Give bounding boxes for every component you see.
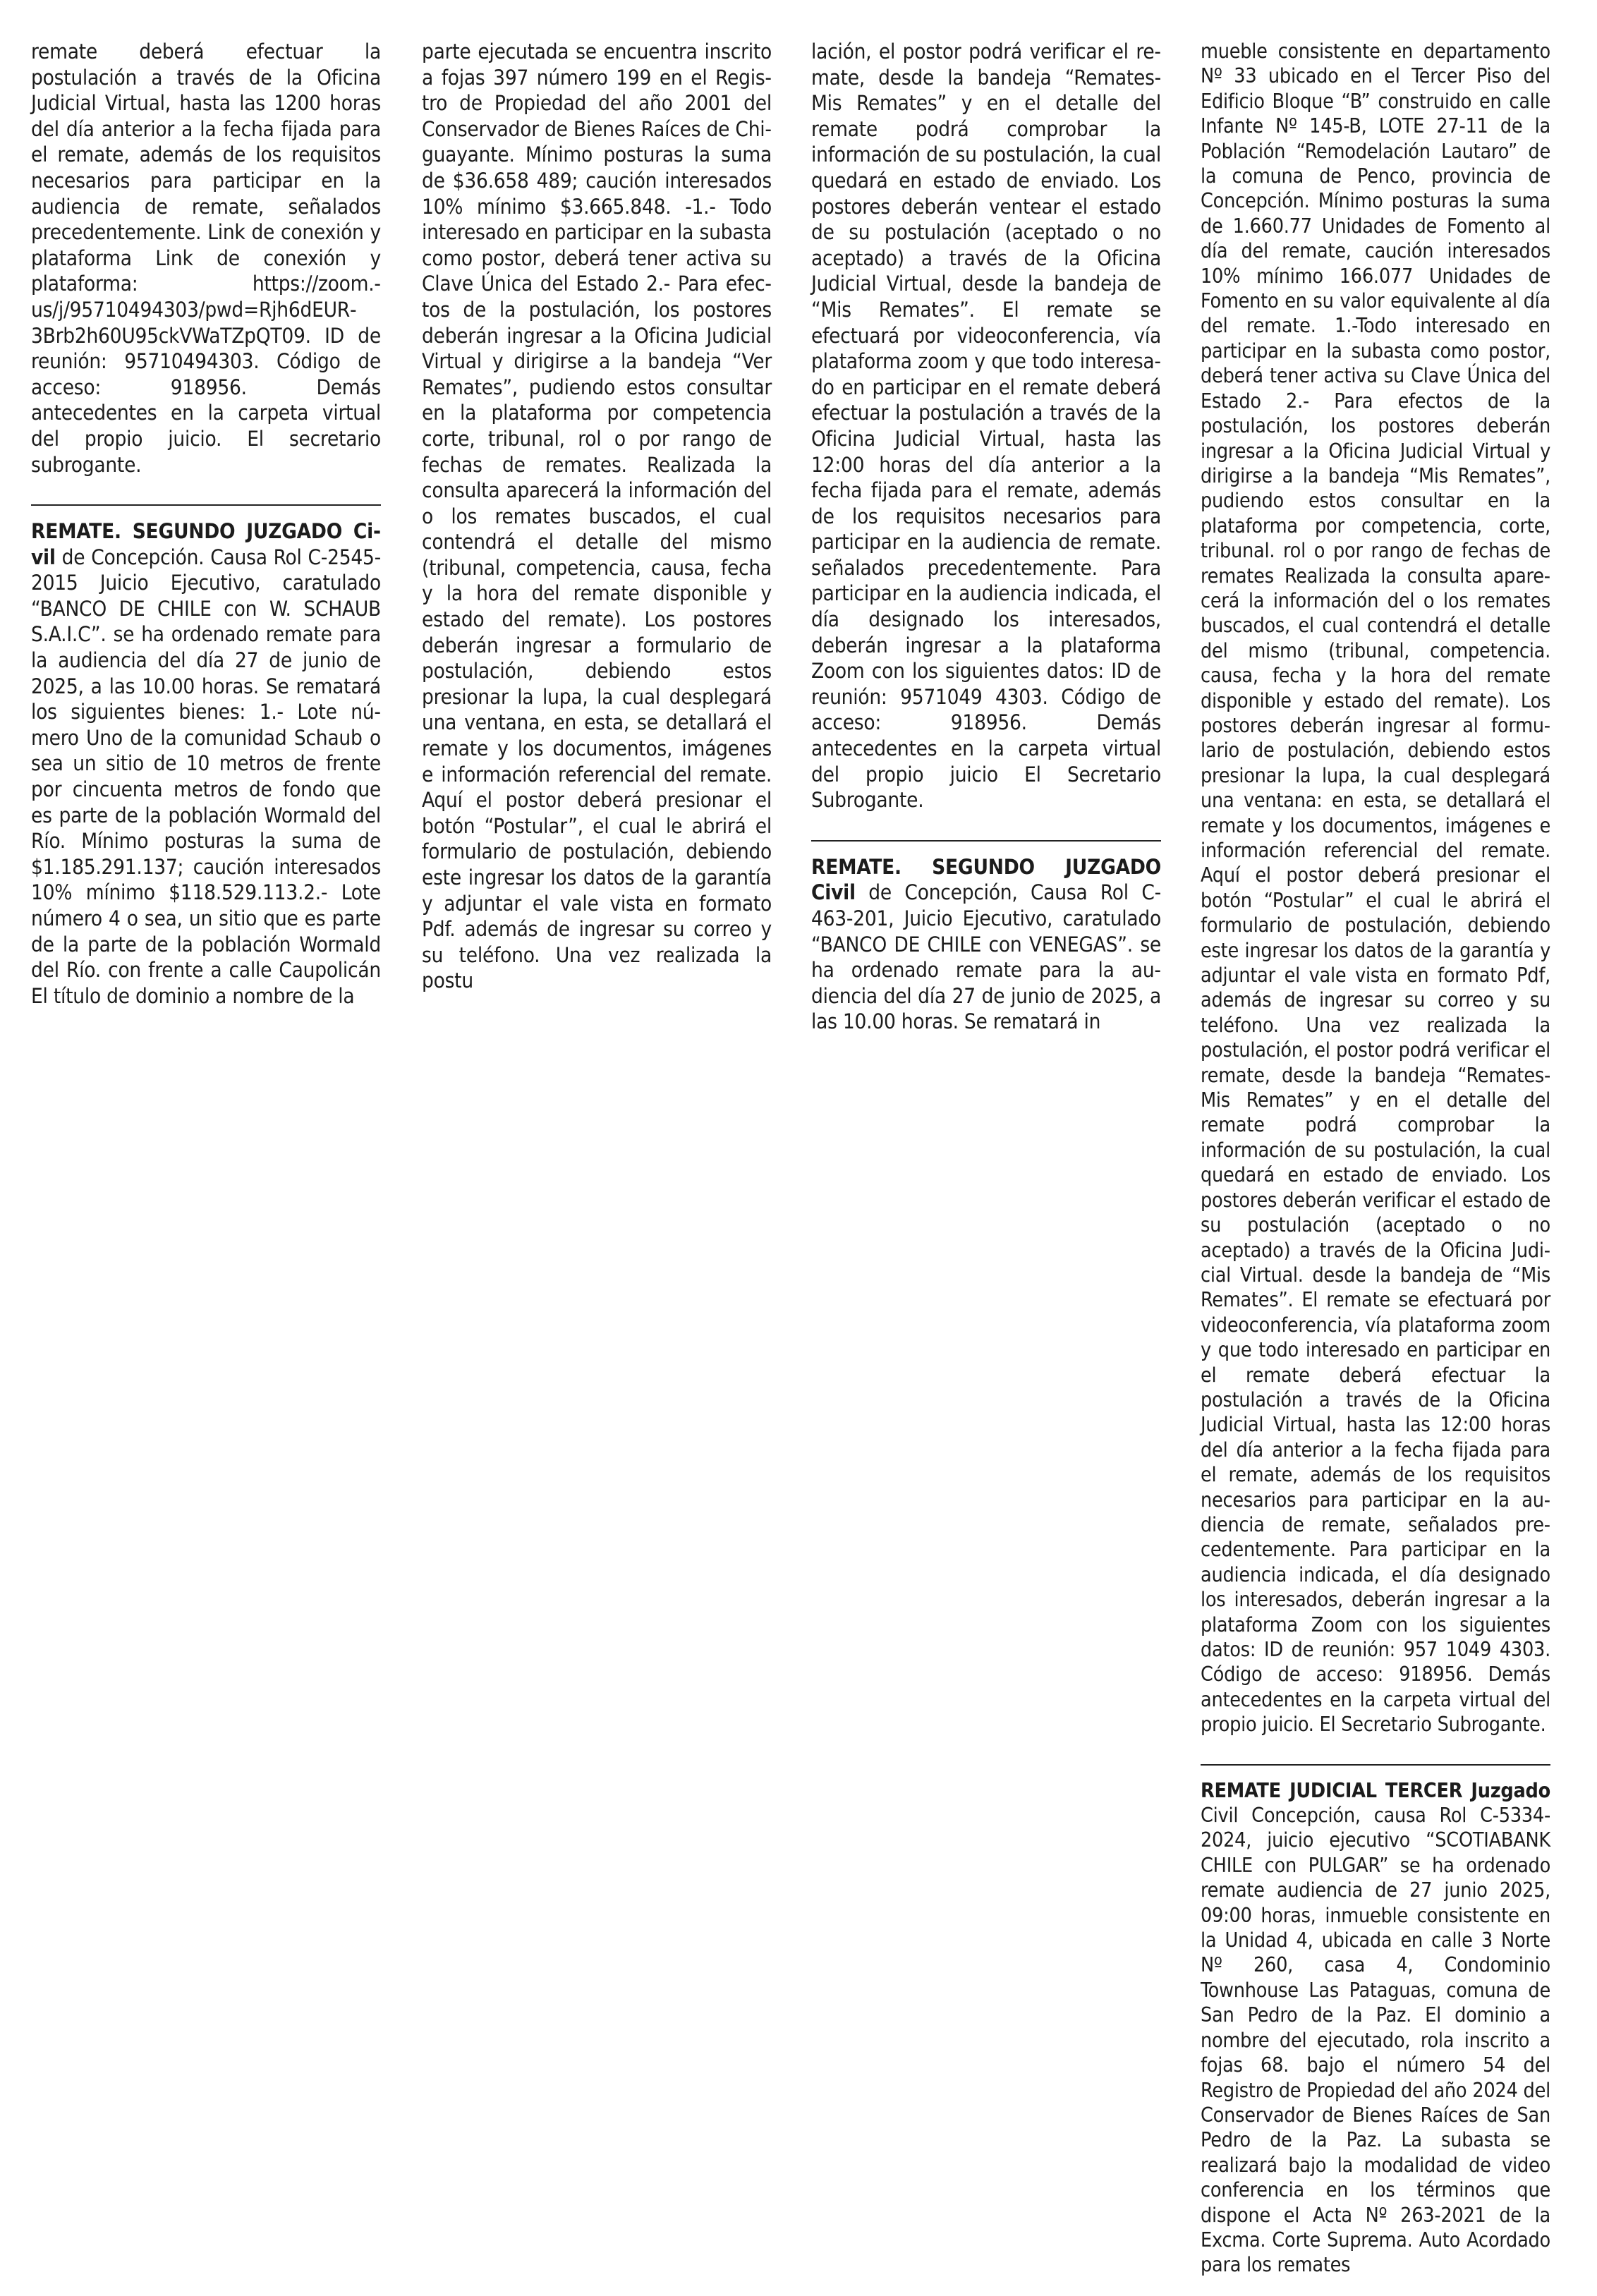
column-4 [1201,39,1550,2278]
notice-body: de Concepción, Causa Rol C-463-201, Juicio Ejecutivo, caratulado “BANCO DE CHILE con VENEGAS”. se ha ordenado remate para la audiencia del día 27 de junio de 2025, a las 10.00 horas. Se rematará in [811,880,1161,1034]
notice-continuation: mueble consistente en departamento Nº 33 ubicado en el Tercer Piso del Edificio Bloque “B” construido en calle Infante Nº 145-B, LOTE 27-11 de la Población “Remodelación Lautaro” de la comuna de Penco, provincia de Concepción. Mínimo posturas la suma de 1.660.77 Unidades de Fomento al día del remate, caución interesados 10% mínimo 166.077 Unidades de Fomento en su valor equivalente al día del remate. 1.-Todo interesado en participar en la subasta como postor, deberá tener activa su Clave Única del Estado 2.- Para efectos de la postulación, los postores deberán ingresar a la Oficina Judicial Virtual y dirigirse a la bandeja “Mis Remates”, pudiendo estos consultar en la plataforma por competencia, corte, tribunal. rol o por rango de fechas de remates Realizada la consulta aparecerá la información del o los remates buscados, el cual contendrá el detalle del mismo (tribunal, competencia. causa, fecha y la hora del remate disponible y estado del remate). Los postores deberán ingresar al formulario de postulación, debiendo estos presionar la lupa, la cual desplegará una ventana: en esta, se detallará el remate y los documentos, imágenes e información referencial del remate. Aquí el postor deberá presionar el botón “Postular” el cual le abrirá el formulario de postulación, debiendo este ingresar los datos de la garantía y adjuntar el vale vista en formato Pdf, además de ingresar su correo y su teléfono. Una vez realizada la postulación, el postor podrá verificar el remate, desde la bandeja “Remates- Mis Remates” y en el detalle del remate podrá comprobar la información de su postulación, la cual quedará en estado de enviado. Los postores deberán verificar el estado de su postulación (aceptado o no aceptado) a través de la Oficina Judicial Virtual. desde la bandeja de “Mis Remates”. El remate se efectuará por videoconferencia, vía plataforma zoom y que todo interesado en participar en el remate deberá efectuar la postulación a través de la Oficina Judicial Virtual, hasta las 12:00 horas del día anterior a la fecha fijada para el remate, además de los requisitos necesarios para participar en la audiencia de remate, señalados precedentemente. Para participar en la audiencia indicada, el día designado los interesados, deberán ingresar a la plataforma Zoom con los siguientes datos: ID de reunión: 957 1049 4303. Código de acceso: 918956. Demás antecedentes en la carpeta virtual del propio juicio. El Secretario Subrogante. [1201,40,1550,1737]
notice-heading: REMATE. SEGUNDO JUZGADO Civil [31,519,381,569]
notice-body: de Concepción. Causa Rol C-2545-2015 Juicio Ejecutivo, caratulado “BANCO DE CHILE con W. SCHAUB S.A.I.C”. se ha ordenado remate para la audiencia del día 27 de junio de 2025, a las 10.00 horas. Se rematará los siguientes bienes: 1.- Lote número Uno de la comunidad Schaub o sea un sitio de 10 metros de frente por cincuenta metros de fondo que es parte de la población Wormald del Río. Mínimo posturas la suma de $1.185.291.137; caución interesados 10% mínimo $118.529.113.2.- Lote número 4 o sea, un sitio que es parte de la parte de la población Wormald del Río. con frente a calle Caupolicán El título de dominio a nombre de la [31,545,381,1008]
notice-divider [31,504,381,506]
notice-heading: REMATE JUDICIAL TERCER Juzgado [1201,1778,1550,1802]
notice-divider [1201,1764,1550,1766]
column-1 [31,39,381,1009]
notice-divider [811,840,1161,842]
legal-notice [811,854,1161,1035]
notice-continuation: parte ejecutada se encuentra inscrito a fojas 397 número 199 en el Registro de Propiedad del año 2001 del Conservador de Bienes Raíces de Chiguayante. Mínimo posturas la suma de $36.658 489; caución interesados 10% mínimo $3.665.848. -1.- Todo interesado en participar en la subasta como postor, deberá tener activa su Clave Única del Estado 2.- Para efectos de la postulación, los postores deberán ingresar a la Oficina Judicial Virtual y dirigirse a la bandeja “Ver Remates”, pudiendo estos consultar en la plataforma por competencia corte, tribunal, rol o por rango de fechas de remates. Realizada la consulta aparecerá la información del o los remates buscados, el cual contendrá el detalle del mismo (tribunal, competencia, causa, fecha y la hora del remate disponible y estado del remate). Los postores deberán ingresar a formulario de postulación, debiendo estos presionar la lupa, la cual desplegará una ventana, en esta, se detallará el remate y los documentos, imágenes e información referencial del remate. Aquí el postor deberá presionar el botón “Postular”, el cual le abrirá el formulario de postulación, debiendo este ingresar los datos de la garantía y adjuntar el vale vista en formato Pdf. además de ingresar su correo y su teléfono. Una vez realizada la postu [422,40,772,993]
notice-continuation: remate deberá efectuar la postulación a través de la Oficina Judicial Virtual, hasta las 1200 horas del día anterior a la fecha fijada para el remate, además de los requisitos necesarios para participar en la audiencia de remate, señalados precedentemente. Link de conexión y plataforma Link de conexión y plataforma: https://zoom.us/j/95710494303/pwd=Rjh6dEUR3Brb2h60U95ckVWaTZpQT09. ID de reunión: 95710494303. Código de acceso: 918956. Demás antecedentes en la carpeta virtual del propio juicio. El secretario subrogante. [31,40,381,477]
notice-heading: REMATE. SEGUNDO JUZGADO Civil [811,854,1161,905]
legal-notice [1201,1778,1550,2278]
notice-body: Civil Concepción, causa Rol C-5334-2024, juicio ejecutivo “SCOTIABANK CHILE con PULGAR” se ha ordenado remate audiencia de 27 junio 2025, 09:00 horas, inmueble consistente en la Unidad 4, ubicada en calle 3 Norte Nº 260, casa 4, Condominio Townhouse Las Pataguas, comuna de San Pedro de la Paz. El dominio a nombre del ejecutado, rola inscrito a fojas 68. bajo el número 54 del Registro de Propiedad del año 2024 del Conservador de Bienes Raíces de San Pedro de la Paz. La subasta se realizará bajo la modalidad de video conferencia en los términos que dispone el Acta Nº 263-2021 de la Excma. Corte Suprema. Auto Acordado para los remates [1201,1804,1550,2277]
column-3 [811,39,1161,1035]
column-2 [422,39,772,994]
notice-continuation: lación, el postor podrá verificar el remate, desde la bandeja “Remates- Mis Remates” y en el detalle del remate podrá comprobar la información de su postulación, la cual quedará en estado de enviado. Los postores deberán ventear el estado de su postulación (aceptado o no aceptado) a través de la Oficina Judicial Virtual, desde la bandeja de “Mis Remates”. El remate se efectuará por videoconferencia, vía plataforma zoom y que todo interesado en participar en el remate deberá efectuar la postulación a través de la Oficina Judicial Virtual, hasta las 12:00 horas del día anterior a la fecha fijada para el remate, además de los requisitos necesarios para participar en la audiencia de remate. señalados precedentemente. Para participar en la audiencia indicada, el día designado los interesados, deberán ingresar a la plataforma Zoom con los siguientes datos: ID de reunión: 9571049 4303. Código de acceso: 918956. Demás antecedentes en la carpeta virtual del propio juicio El Secretario Subrogante. [811,40,1161,813]
legal-notice [31,518,381,1009]
